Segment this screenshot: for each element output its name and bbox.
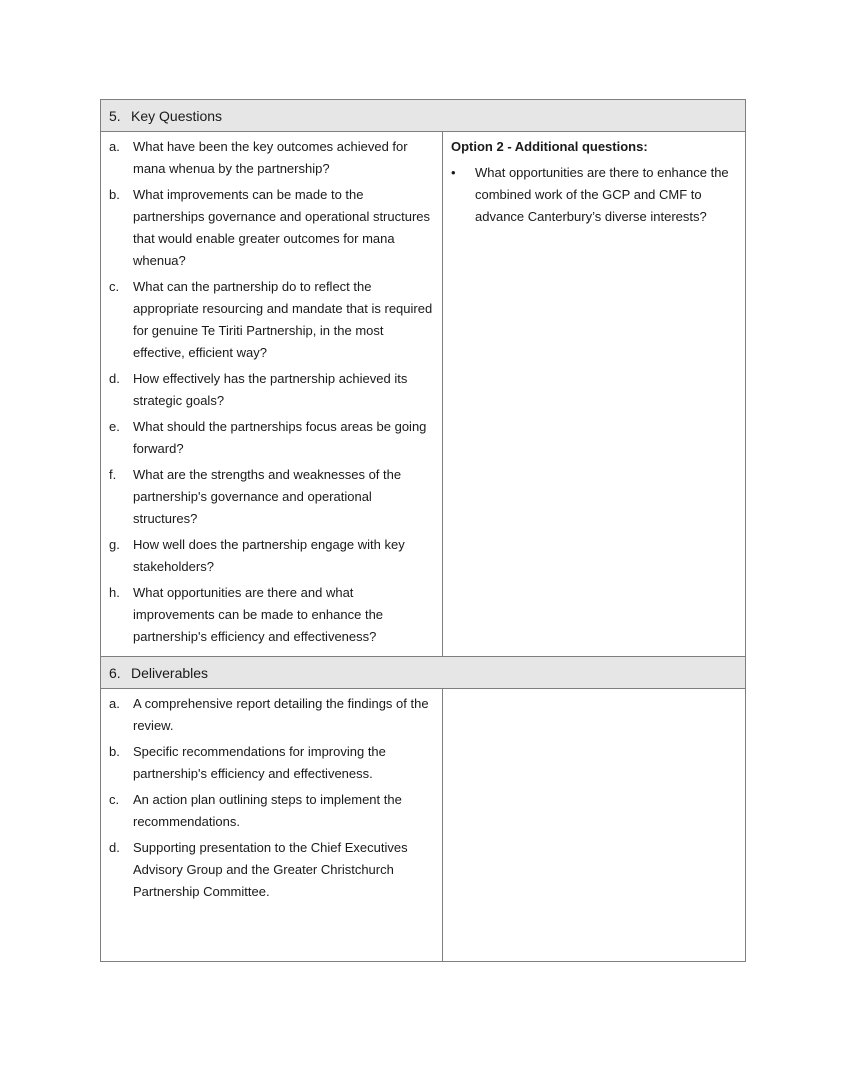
item-letter: d.	[109, 371, 120, 386]
deliverables-list-cell	[101, 689, 443, 961]
list-item	[109, 534, 434, 578]
list-item	[109, 582, 434, 648]
item-text: A comprehensive report detailing the findings of the review.	[133, 696, 429, 733]
document-table	[100, 99, 746, 962]
section-number: 5.	[109, 107, 121, 124]
key-questions-list-cell	[101, 132, 443, 656]
option-2-cell	[443, 132, 745, 656]
section-header-key-questions	[101, 100, 745, 132]
item-text: What can the partnership do to reflect the appropriate resourcing and mandate that is required for genuine Te Tiriti Partnership, in the most effective, efficient way?	[133, 279, 433, 360]
item-letter: c.	[109, 792, 120, 807]
item-text: What have been the key outcomes achieved for mana whenua by the partnership?	[133, 139, 408, 176]
bullet-item	[451, 162, 737, 228]
item-letter: b.	[109, 187, 120, 202]
list-item	[109, 464, 434, 530]
list-item	[109, 789, 434, 833]
item-text: Supporting presentation to the Chief Executives Advisory Group and the Greater Christchurch Partnership Committee.	[133, 840, 408, 899]
item-letter: a.	[109, 696, 120, 711]
list-item	[109, 416, 434, 460]
item-text: What opportunities are there and what improvements can be made to enhance the partnership's efficiency and effectiveness?	[133, 585, 384, 644]
item-letter: h.	[109, 585, 120, 600]
item-letter: d.	[109, 840, 120, 855]
option-bullet-list	[451, 162, 737, 228]
list-item	[109, 136, 434, 180]
item-text: How effectively has the partnership achieved its strategic goals?	[133, 371, 408, 408]
list-item	[109, 693, 434, 737]
deliverables-list	[109, 693, 434, 903]
key-questions-row	[101, 132, 745, 657]
deliverables-row	[101, 689, 745, 961]
item-text: What should the partnerships focus areas be going forward?	[133, 419, 427, 456]
item-text: How well does the partnership engage with key stakeholders?	[133, 537, 405, 574]
key-questions-list	[109, 136, 434, 648]
list-item	[109, 276, 434, 364]
list-item	[109, 741, 434, 785]
list-item	[109, 184, 434, 272]
section-number: 6.	[109, 664, 121, 681]
item-letter: g.	[109, 537, 120, 552]
item-text: Specific recommendations for improving the partnership's efficiency and effectiveness.	[133, 744, 386, 781]
item-text: What improvements can be made to the partnerships governance and operational structures that would enable greater outcomes for mana whenua?	[133, 187, 431, 268]
deliverables-empty-cell	[443, 689, 745, 961]
item-letter: b.	[109, 744, 120, 759]
item-text: What are the strengths and weaknesses of the partnership's governance and operational structures?	[133, 467, 402, 526]
section-title: Deliverables	[131, 664, 209, 681]
item-letter: e.	[109, 419, 120, 434]
item-letter: f.	[109, 467, 117, 482]
section-title: Key Questions	[131, 107, 223, 124]
option-title: Option 2 - Additional questions:	[451, 139, 648, 154]
list-item	[109, 368, 434, 412]
section-header-deliverables	[101, 657, 745, 689]
item-text: An action plan outlining steps to implement the recommendations.	[133, 792, 402, 829]
item-letter: c.	[109, 279, 120, 294]
bullet-icon: •	[451, 165, 456, 180]
list-item	[109, 837, 434, 903]
item-letter: a.	[109, 139, 120, 154]
bullet-text: What opportunities are there to enhance the combined work of the GCP and CMF to advance Canterbury’s diverse interests?	[475, 165, 729, 224]
